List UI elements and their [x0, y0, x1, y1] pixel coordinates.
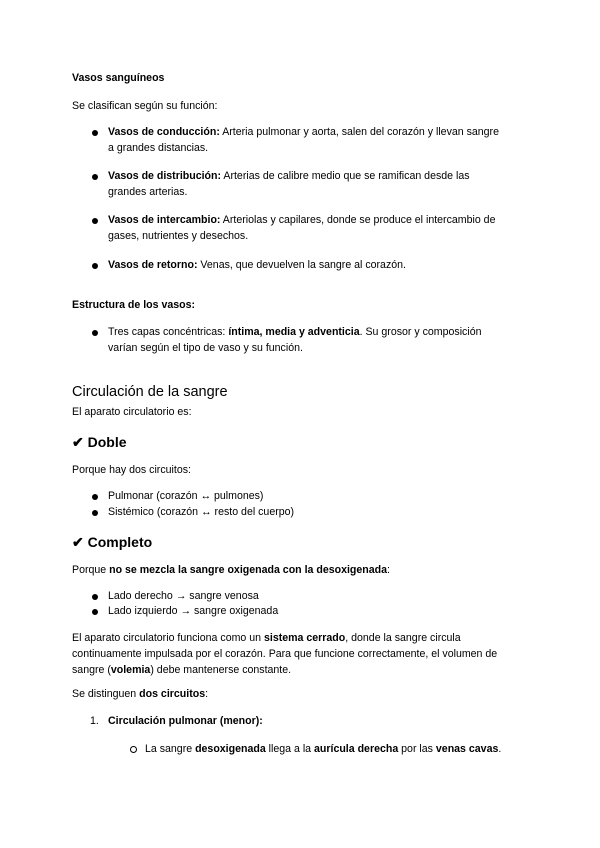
list-item-conduccion — [108, 124, 548, 156]
bullet-icon — [92, 594, 98, 600]
doble-intro: Porque hay dos circuitos: — [72, 464, 191, 476]
list-item-retorno — [108, 257, 548, 273]
text: , donde la sangre circula — [345, 632, 461, 644]
item-text: Tres capas concéntricas: — [108, 326, 229, 338]
list-item-intercambio — [108, 212, 548, 244]
bullet-icon — [92, 174, 98, 180]
text: La sangre — [145, 743, 196, 755]
bullet-icon — [92, 330, 98, 336]
circuit-pulmonar-label: Circulación pulmonar (menor): — [108, 715, 263, 727]
text: : — [387, 564, 390, 576]
bullet-icon — [92, 494, 98, 500]
item-text-cont: gases, nutrientes y desechos. — [108, 230, 249, 242]
completo-intro — [72, 562, 390, 578]
item-text: Arteria pulmonar y aorta, salen del corazón y llevan sangre — [219, 126, 499, 138]
item-label: Vasos de conducción: — [108, 126, 220, 138]
item-label: Vasos de intercambio: — [108, 214, 221, 226]
bold-text: no se mezcla la sangre oxigenada con la desoxigenada — [109, 564, 388, 576]
section-title-estructura: Estructura de los vasos: — [72, 299, 196, 311]
text: sangre ( — [72, 664, 111, 676]
section-title-vasos: Vasos sanguíneos — [72, 72, 165, 84]
text: ) debe mantenerse constante. — [150, 664, 292, 676]
sublist-item — [145, 741, 565, 757]
list-number: 1. — [90, 715, 99, 727]
bullet-icon — [92, 218, 98, 224]
bold-text: sistema cerrado — [263, 632, 346, 644]
bold-text: volemia — [110, 664, 151, 676]
text: por las — [398, 743, 436, 755]
item-text: Arterias de calibre medio que se ramifican desde las — [221, 170, 470, 182]
item-bold: íntima, media y adventicia — [228, 326, 360, 338]
item-text: Arteriolas y capilares, donde se produce el intercambio de — [220, 214, 496, 226]
text: El aparato circulatorio funciona como un — [72, 632, 264, 644]
text: Se distinguen — [72, 688, 140, 700]
item-text: . Su grosor y composición — [359, 326, 482, 338]
paragraph-sistema-cerrado — [72, 630, 542, 678]
list-item-capas — [108, 324, 548, 356]
heading-completo: ✔ Completo — [72, 534, 153, 550]
list-item-sistemico: Sistémico (corazón ↔ resto del cuerpo) — [108, 506, 295, 518]
distinguen-line — [72, 686, 208, 702]
list-item-distribucion — [108, 168, 548, 200]
bullet-icon — [92, 609, 98, 615]
list-item-derecho: Lado derecho → sangre venosa — [108, 590, 259, 602]
bold-text: venas cavas — [435, 743, 499, 755]
bold-text: dos circuitos — [139, 688, 206, 700]
bullet-icon — [92, 130, 98, 136]
vasos-intro: Se clasifican según su función: — [72, 100, 218, 112]
bold-text: desoxigenada — [195, 743, 266, 755]
text: Porque — [72, 564, 110, 576]
item-label: Vasos de distribución: — [108, 170, 222, 182]
heading-doble: ✔ Doble — [72, 434, 127, 450]
list-item-izquierdo: Lado izquierdo → sangre oxigenada — [108, 605, 279, 617]
bold-text: aurícula derecha — [314, 743, 399, 755]
hollow-bullet-icon — [130, 746, 137, 753]
text: : — [205, 688, 209, 700]
list-item-pulmonar: Pulmonar (corazón ↔ pulmones) — [108, 490, 264, 502]
item-text: Venas, que devuelven la sangre al corazón. — [197, 259, 406, 271]
text: continuamente impulsada por el corazón. Para que funcione correctamente, el volumen de — [72, 648, 498, 660]
text: . — [498, 743, 502, 755]
item-text-cont: varían según el tipo de vaso y su función. — [108, 342, 303, 354]
text: llega a la — [265, 743, 315, 755]
heading-circulacion: Circulación de la sangre — [72, 384, 228, 400]
circulacion-intro: El aparato circulatorio es: — [72, 406, 192, 418]
item-text-cont: grandes arterias. — [108, 186, 188, 198]
bullet-icon — [92, 510, 98, 516]
item-label: Vasos de retorno: — [108, 259, 198, 271]
item-text-cont: a grandes distancias. — [108, 142, 209, 154]
bullet-icon — [92, 263, 98, 269]
